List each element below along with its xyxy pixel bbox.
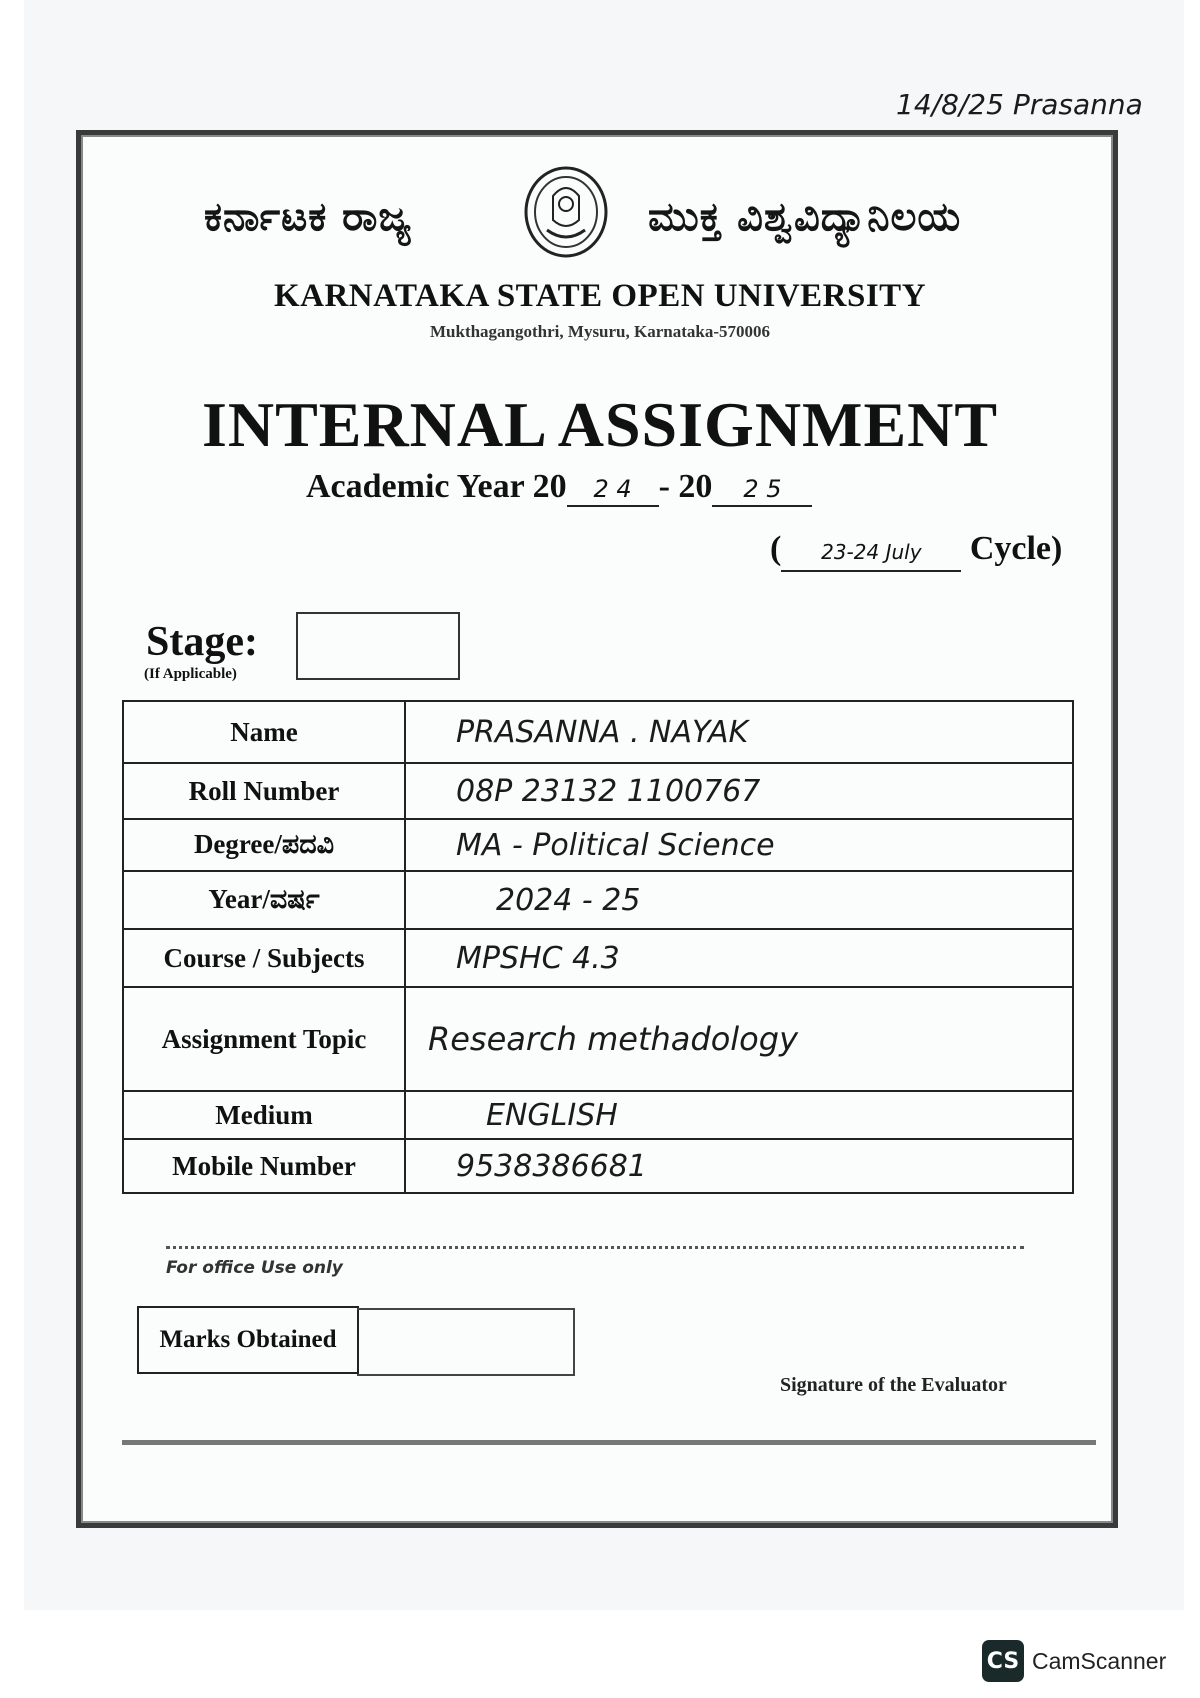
stage-note: (If Applicable) (144, 666, 237, 682)
kannada-heading-left: ಕರ್ನಾಟಕ ರಾಜ್ಯ (204, 194, 412, 240)
academic-year-dash: - 20 (658, 468, 713, 505)
row-label: Assignment Topic (123, 987, 405, 1091)
mobile-number-value[interactable]: 9538386681 (405, 1139, 1073, 1193)
cycle-label: Cycle) (969, 530, 1063, 567)
university-name: KARNATAKA STATE OPEN UNIVERSITY (273, 278, 927, 314)
table-row (123, 871, 1073, 929)
university-seal-logo (523, 166, 609, 258)
medium-value[interactable]: ENGLISH (405, 1091, 1073, 1139)
camscanner-name: CamScanner (1032, 1647, 1167, 1674)
handwritten-date-note: 14/8/25 Prasanna (896, 88, 1143, 121)
roll-number-value[interactable]: 08P 23132 1100767 (405, 763, 1073, 819)
stage-input-box[interactable] (296, 612, 460, 680)
cycle-open-paren: ( (770, 530, 782, 567)
academic-year-to: 2 5 (712, 475, 812, 507)
student-details-table (122, 700, 1074, 1194)
row-label: Degree/ಪದವಿ (123, 819, 405, 871)
degree-value[interactable]: MA - Political Science (405, 819, 1073, 871)
table-row (123, 929, 1073, 987)
table-row (123, 987, 1073, 1091)
assignment-topic-value[interactable]: Research methadology (405, 987, 1073, 1091)
academic-year-from: 2 4 (567, 475, 659, 507)
cycle-line (770, 530, 1062, 572)
camscanner-logo-icon: CS (982, 1640, 1024, 1682)
stage-label: Stage: (146, 619, 258, 665)
dotted-separator (166, 1246, 1024, 1249)
row-label: Name (123, 701, 405, 763)
cycle-value: 23-24 July (781, 540, 961, 572)
course-value[interactable]: MPSHC 4.3 (405, 929, 1073, 987)
marks-obtained-label: Marks Obtained (137, 1306, 359, 1374)
kannada-heading-right: ಮುಕ್ತ ವಿಶ್ವವಿದ್ಯಾನಿಲಯ (648, 194, 962, 240)
table-row (123, 763, 1073, 819)
evaluator-signature-label: Signature of the Evaluator (780, 1374, 1007, 1396)
bottom-rule (122, 1440, 1096, 1445)
academic-year-label: Academic Year 20 (306, 468, 567, 505)
document-title: INTERNAL ASSIGNMENT (201, 389, 999, 460)
table-row (123, 819, 1073, 871)
office-use-note: For office Use only (166, 1258, 343, 1278)
row-label: Roll Number (123, 763, 405, 819)
table-row (123, 1091, 1073, 1139)
row-label: Medium (123, 1091, 405, 1139)
marks-obtained-box[interactable] (357, 1308, 575, 1376)
row-label: Course / Subjects (123, 929, 405, 987)
academic-year (306, 468, 812, 507)
table-row (123, 1139, 1073, 1193)
university-address: Mukthagangothri, Mysuru, Karnataka-570006 (429, 322, 771, 341)
row-label: Mobile Number (123, 1139, 405, 1193)
row-label: Year/ವರ್ಷ (123, 871, 405, 929)
table-row (123, 701, 1073, 763)
camscanner-watermark (982, 1640, 1166, 1682)
year-value[interactable]: 2024 - 25 (405, 871, 1073, 929)
name-value[interactable]: PRASANNA . NAYAK (405, 701, 1073, 763)
